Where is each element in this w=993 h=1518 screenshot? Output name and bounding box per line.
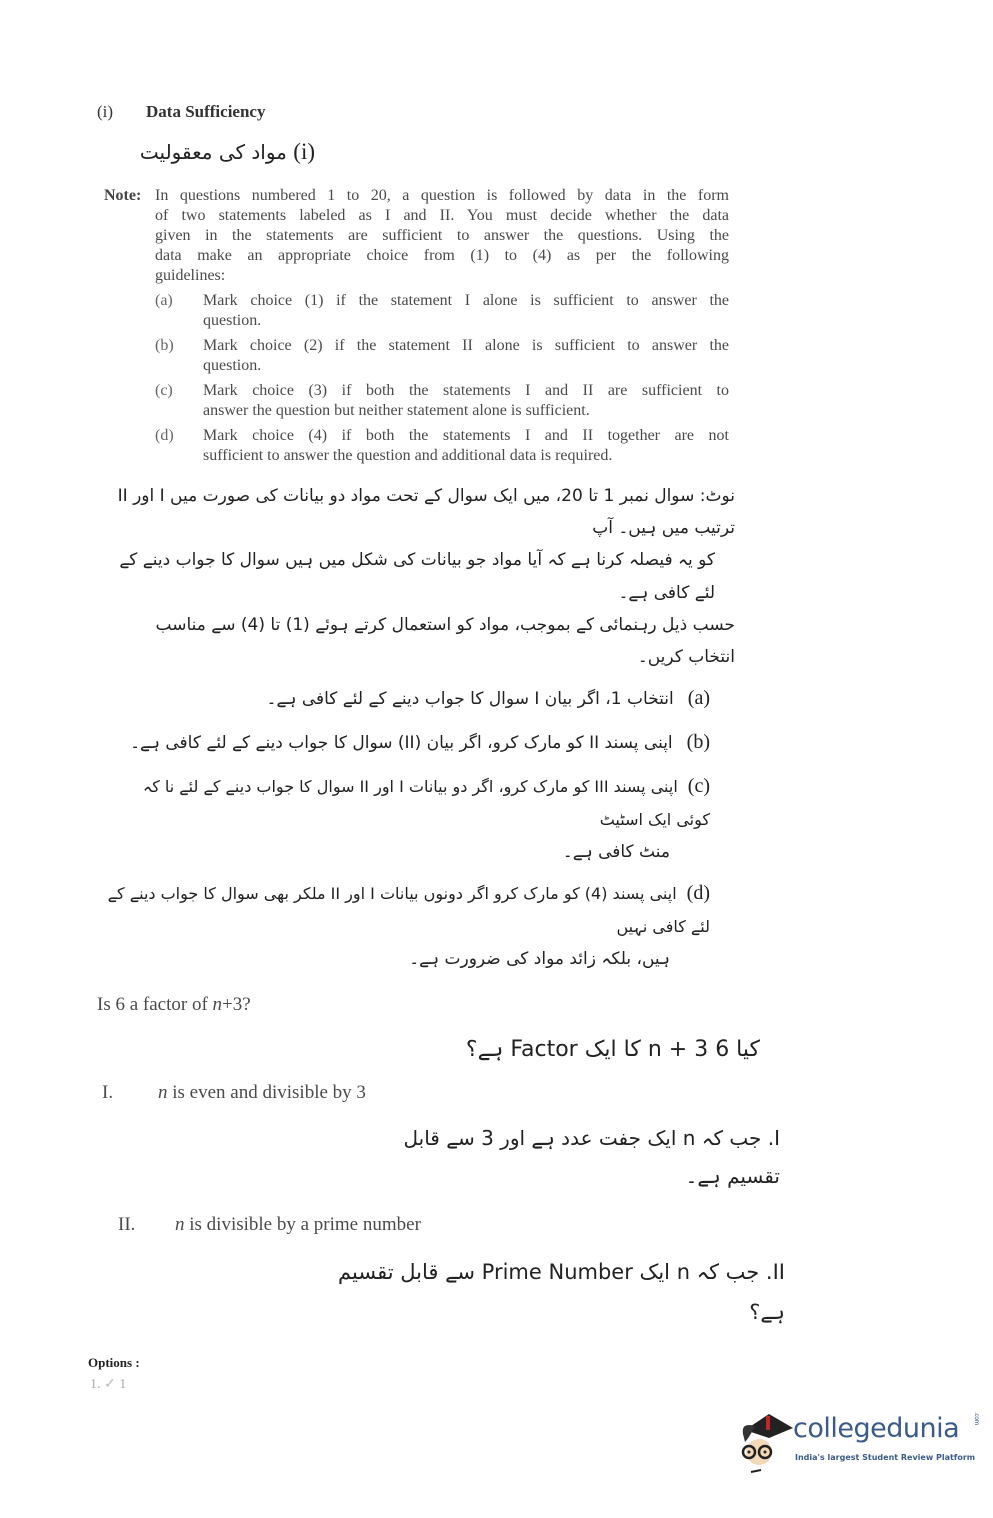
guideline-label: (c) [155,381,173,399]
urdu-guideline-text: اپنی پسند III کو مارک کرو، اگر دو بیانات I اور II سوال کا جواب دینے کے لئے نا کہ کوئی ایک اسٹیٹ [142,777,710,830]
urdu-title-text: مواد کی معقولیت [139,140,287,164]
urdu-section-number: (i) [293,139,315,164]
urdu-guideline-label: (b) [686,731,710,754]
guideline-text: answer the question but neither statement alone is sufficient. [203,401,590,419]
statement-text [158,1081,366,1105]
guideline-text: Mark choice (3) if both the statements I and II are sufficient to [203,381,729,399]
guideline-label: (b) [155,336,174,354]
statement-1 [0,1081,993,1195]
note-line: given in the statements are sufficient to answer the questions. Using the [155,226,729,244]
urdu-guideline-d [105,874,735,942]
options-label: Options : [88,1355,140,1371]
statement-2 [0,1213,993,1333]
note-block [104,186,729,466]
urdu-note-line: کو یہ فیصلہ کرنا ہے کہ آیا مواد جو بیانات کی شکل میں ہیں سوال کا جواب دینے کے لئے کافی ہے۔ [119,550,715,603]
note-line: guidelines: [155,266,226,284]
statement-variable: n [158,1081,168,1103]
urdu-note-line: نوٹ: سوال نمبر 1 تا 20، میں ایک سوال کے تحت مواد دو بیانات کی صورت میں I اور II ترتیب میں ہیں۔ آپ [117,485,735,538]
urdu-guideline-c [105,767,735,835]
urdu-guideline-b [105,723,735,761]
urdu-guideline-label: (d) [686,882,710,905]
note-line: data make an appropriate choice from (1) to (4) as per the following [155,246,729,264]
logo-name: collegedunia [793,1413,960,1445]
guideline-body [203,426,729,466]
urdu-note-block [105,480,735,975]
question-text-post: +3? [222,993,251,1015]
section-title: Data Sufficiency [146,102,266,121]
urdu-guideline-text: انتخاب 1، اگر بیان I سوال کا جواب دینے کے لئے کافی ہے۔ [266,689,674,710]
question-text [97,993,993,1017]
urdu-guideline-label: (c) [687,775,710,798]
statement-variable: n [175,1213,185,1235]
guideline-text: Mark choice (4) if both the statements I and II together are not [203,426,729,444]
statement-label: II. [118,1213,136,1235]
section-number: (i) [97,102,114,121]
guideline-c [155,381,729,421]
note-label: Note: [104,186,142,204]
statement-body: is divisible by a prime number [184,1213,421,1235]
note-line: of two statements labeled as I and II. You must decide whether the data [155,206,729,224]
urdu-guideline-label: (a) [687,687,710,710]
logo-suffix: .com [973,1412,981,1426]
statement-label: I. [102,1081,114,1103]
logo-wordmark [793,1412,993,1446]
guideline-a [155,291,729,331]
section-heading [97,102,993,174]
question-text-pre: Is 6 a factor of [97,993,213,1015]
section-heading-row [97,102,993,122]
guideline-body [203,381,729,421]
urdu-section-title [135,130,315,174]
guideline-label: (a) [155,291,173,309]
question-variable: n [212,993,223,1015]
statement-body: is even and divisible by 3 [167,1081,366,1103]
guideline-label: (d) [155,426,174,444]
statement-row [118,1213,993,1237]
question-urdu: کیا 6 3 + n کا ایک Factor ہے؟ [465,1036,760,1062]
logo-tagline: India's largest Student Review Platform [795,1453,976,1463]
guideline-text: question. [203,311,262,329]
guideline-body [203,336,729,376]
guideline-text: question. [203,356,262,374]
urdu-guideline-text: منٹ کافی ہے۔ [562,841,670,862]
statement-urdu: II. جب کہ n ایک Prime Number سے قابل تقسیم ہے؟ [338,1259,785,1324]
collegedunia-logo [735,1408,981,1478]
statement-row [102,1081,993,1105]
urdu-guideline-text: اپنی پسند II کو مارک کرو، اگر بیان (II) سوال کا جواب دینے کے لئے کافی ہے۔ [130,733,673,754]
urdu-guideline-text: ہیں، بلکہ زائد مواد کی ضرورت ہے۔ [409,948,670,969]
urdu-note-line: حسب ذیل رہنمائی کے بموجب، مواد کو استعمال کرتے ہوئے (1) تا (4) سے مناسب انتخاب کریں۔ [155,614,735,668]
note-row [104,186,729,466]
urdu-guideline-a [105,679,735,717]
option-number: 1. [90,1377,101,1393]
guideline-text: sufficient to answer the question and additional data is required. [203,446,613,464]
options [88,1354,993,1394]
guideline-body [203,291,729,331]
mascot-icon [735,1408,795,1476]
statement-urdu: I. جب کہ n ایک جفت عدد ہے اور 3 سے قابل تقسیم ہے۔ [403,1125,780,1188]
note-line: In questions numbered 1 to 20, a question is followed by data in the form [155,186,729,204]
check-icon: ✓ [104,1377,116,1393]
guideline-b [155,336,729,376]
guideline-d [155,426,729,466]
guideline-text: Mark choice (1) if the statement I alone is sufficient to answer the [203,291,729,309]
option-value: 1 [119,1377,127,1393]
note-body [155,186,729,466]
guideline-text: Mark choice (2) if the statement II alone is sufficient to answer the [203,336,729,354]
option-item[interactable] [90,1376,993,1394]
statement-text [175,1213,421,1237]
urdu-guideline-text: اپنی پسند (4) کو مارک کرو اگر دونوں بیانات I اور II ملکر بھی سوال کا جواب دینے کے لئے کافی نہیں [107,884,710,937]
